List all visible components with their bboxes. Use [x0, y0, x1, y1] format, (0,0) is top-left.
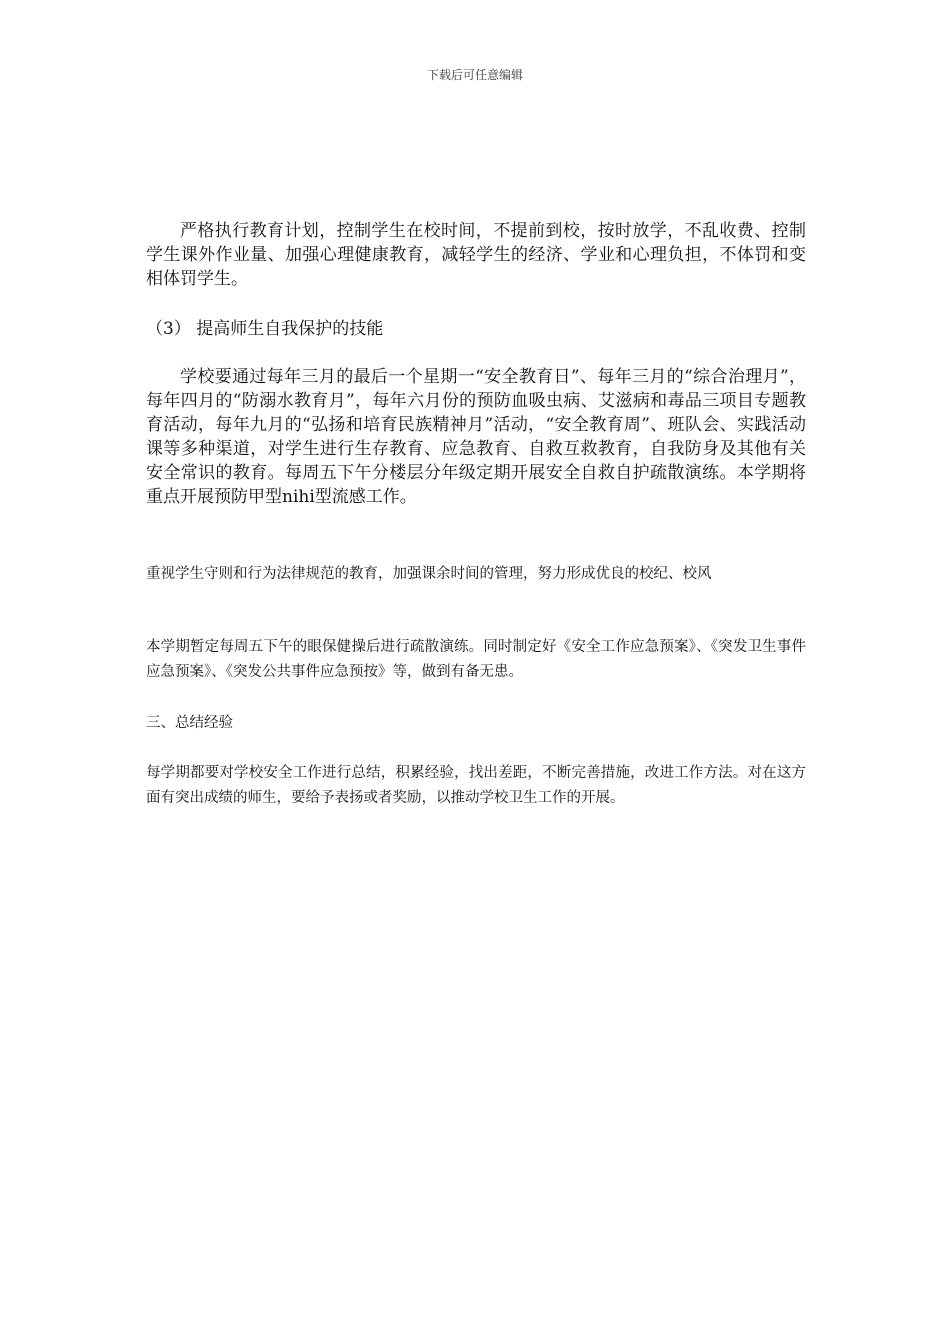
paragraph-evacuation-drills: 本学期暂定每周五下午的眼保健操后进行疏散演练。同时制定好《安全工作应急预案》、《突发卫生事件应急预案》、《突发公共事件应急预按》等，做到有备无患。: [146, 639, 806, 680]
paragraph-education-plan: 严格执行教育计划，控制学生在校时间，不提前到校，按时放学，不乱收费、控制学生课外作业量、加强心理健康教育，减轻学生的经济、学业和心理负担，不体罚和变相体罚学生。: [146, 221, 806, 289]
paragraph-safety-education: 学校要通过每年三月的最后一个星期一“安全教育日”、每年三月的“综合治理月”，每年四月的“防溺水教育月”，每年六月份的预防血吸虫病、艾滋病和毒品三项目专题教育活动，每年九月的“弘扬和培育民族精神月”活动，“安全教育周”、班队会、实践活动课等多种渠道，对学生进行生存教育、应急教育、自救互救教育，自我防身及其他有关安全常识的教育。每周五下午分楼层分年级定期开展安全自救自护疏散演练。本学期将重点开展预防甲型nihi型流感工作。: [146, 367, 806, 507]
section-heading-summary: 三、总结经验: [146, 715, 233, 731]
paragraph-student-conduct: 重视学生守则和行为法律规范的教育，加强课余时间的管理，努力形成优良的校纪、校风: [146, 566, 712, 582]
page-header-note: 下载后可任意编辑: [426, 68, 523, 82]
section-heading-self-protection: （3） 提高师生自我保护的技能: [146, 319, 384, 339]
paragraph-summary: 每学期都要对学校安全工作进行总结，积累经验，找出差距，不断完善措施，改进工作方法。对在这方面有突出成绩的师生，要给予表扬或者奖励，以推动学校卫生工作的开展。: [146, 765, 806, 806]
